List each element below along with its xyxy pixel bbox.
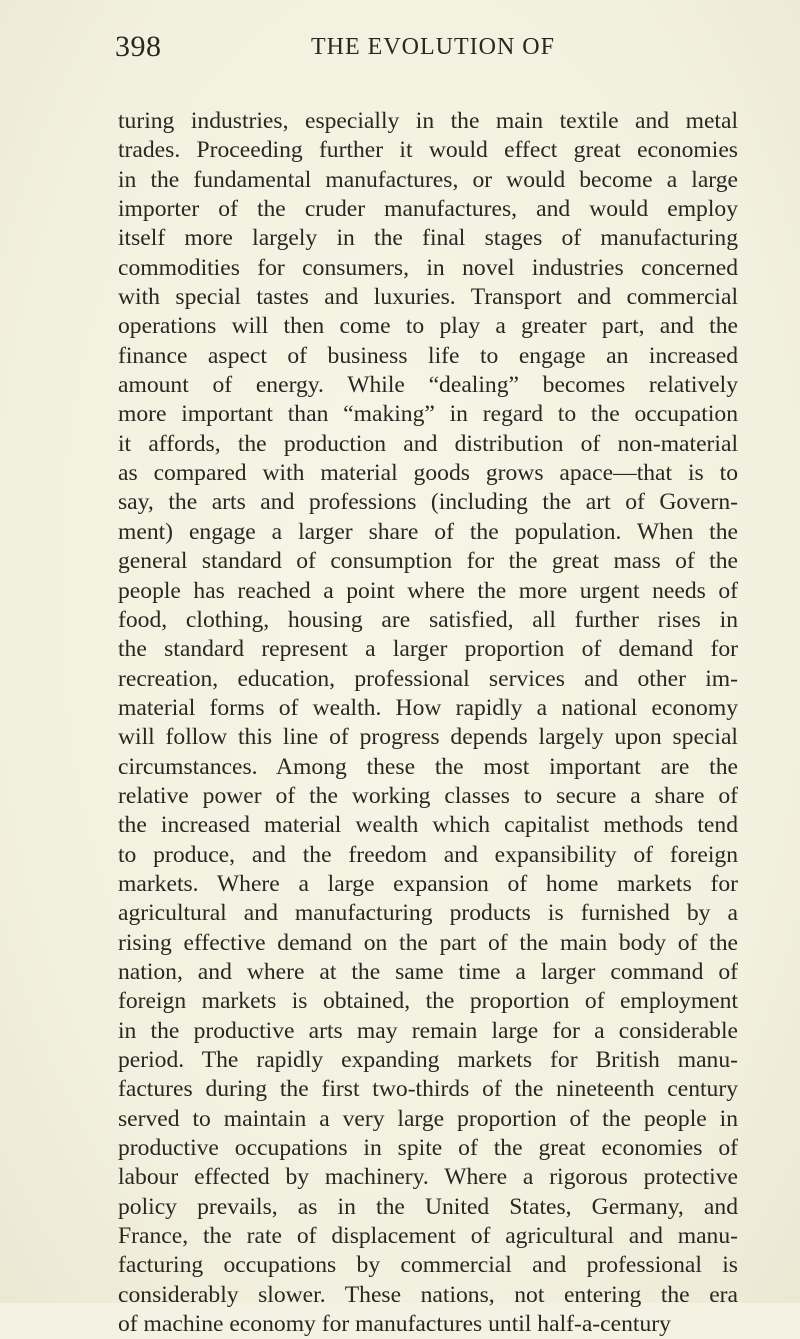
text-line: circumstances. Among these the most important are the: [118, 753, 738, 780]
text-line: amount of energy. While “dealing” becomes relatively: [118, 372, 738, 399]
body-paragraph: [118, 107, 738, 1339]
text-line: ment) engage a larger share of the population. When the: [118, 518, 738, 545]
text-line: it affords, the production and distribution of non-material: [118, 430, 738, 457]
text-line: the standard represent a larger proportion of demand for: [118, 636, 738, 663]
text-line: importer of the cruder manufactures, and would employ: [118, 196, 738, 223]
text-line: served to maintain a very large proportion of the people in: [118, 1105, 738, 1132]
text-line: to produce, and the freedom and expansibility of foreign: [118, 841, 738, 868]
running-title: THE EVOLUTION OF: [311, 34, 555, 60]
text-line: facturing occupations by commercial and professional is: [118, 1252, 738, 1279]
page-header: [0, 24, 800, 64]
text-line: finance aspect of business life to engage an increased: [118, 342, 738, 369]
text-line: factures during the first two-thirds of the nineteenth century: [118, 1076, 738, 1103]
page-number: 398: [115, 30, 162, 63]
text-line: general standard of consumption for the great mass of the: [118, 548, 738, 575]
text-line: trades. Proceeding further it would effect great economies: [118, 137, 738, 164]
text-line: of machine economy for manufactures until half-a-century: [118, 1311, 671, 1338]
text-line: will follow this line of progress depends largely upon special: [118, 724, 738, 751]
text-line: people has reached a point where the more urgent needs of: [118, 577, 738, 604]
text-line: recreation, education, professional services and other im-: [118, 665, 738, 692]
text-line: nation, and where at the same time a larger command of: [118, 958, 738, 985]
text-line: more important than “making” in regard to the occupation: [118, 401, 738, 428]
text-line: relative power of the working classes to secure a share of: [118, 782, 738, 809]
text-line: material forms of wealth. How rapidly a national economy: [118, 694, 738, 721]
text-line: productive occupations in spite of the great economies of: [118, 1135, 738, 1162]
text-line: in the fundamental manufactures, or would become a large: [118, 166, 738, 193]
text-line: as compared with material goods grows apace—that is to: [118, 460, 738, 487]
text-line: period. The rapidly expanding markets for British manu-: [118, 1047, 738, 1073]
text-line: markets. Where a large expansion of home markets for: [118, 870, 738, 897]
text-line: considerably slower. These nations, not entering the era: [118, 1281, 738, 1308]
text-line: food, clothing, housing are satisfied, all further rises in: [118, 606, 738, 633]
text-line: foreign markets is obtained, the proportion of employment: [118, 988, 738, 1015]
text-line: with special tastes and luxuries. Transport and commercial: [118, 284, 738, 311]
text-line: say, the arts and professions (including the art of Govern-: [118, 489, 738, 516]
text-line: turing industries, especially in the main textile and metal: [118, 108, 738, 134]
text-line: France, the rate of displacement of agricultural and manu-: [118, 1223, 738, 1250]
text-line: operations will then come to play a greater part, and the: [118, 313, 738, 340]
text-line: agricultural and manufacturing products is furnished by a: [118, 900, 738, 927]
text-line: rising effective demand on the part of the main body of the: [118, 929, 738, 956]
text-line: commodities for consumers, in novel industries concerned: [118, 254, 738, 281]
text-line: itself more largely in the final stages of manufacturing: [118, 225, 738, 252]
text-line: the increased material wealth which capitalist methods tend: [118, 812, 738, 839]
text-line: labour effected by machinery. Where a rigorous protective: [118, 1164, 738, 1191]
text-line: in the productive arts may remain large for a considerable: [118, 1017, 738, 1044]
text-line: policy prevails, as in the United States, Germany, and: [118, 1193, 738, 1220]
